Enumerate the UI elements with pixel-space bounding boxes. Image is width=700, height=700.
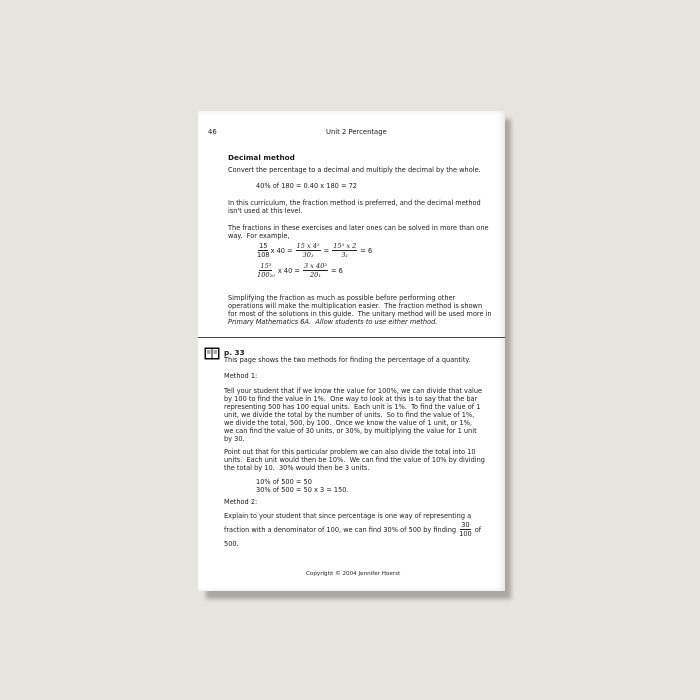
equation-2 [256,262,343,279]
document-page [198,111,505,591]
method-1-line-6: we can find the value of 30 units, or 30%, by multiplying the value for 1 unit [224,427,477,435]
method-1-line-5: we divide the total, 500, by 100. Once we know the value of 1 unit, or 1%, [224,419,472,427]
method-2-fraction [459,521,472,538]
copyright-footer: Copyright © 2004 Jennifer Hoerst [306,571,401,577]
eq1-f3-denominator: 3₁ [341,251,349,259]
calculation-1: 10% of 500 = 50 [256,478,312,486]
point-out-line-1: Point out that for this particular problem we can also divide the total into 10 [224,448,476,456]
eq2-result: = 6 [331,266,343,275]
method-1-line-4: unit, we divide the total by the number of units. So to find the value of 1%, [224,411,475,419]
eq2-fraction-1 [257,262,275,279]
method-2-line-3: 500. [224,540,239,548]
method-1-line-7: by 30. [224,435,245,443]
equation-1 [256,242,372,259]
method-1-line-3: representing 500 has 100 equal units. Each unit is 1%. To find the value of 1 [224,403,481,411]
fractions-intro-line-2: way. For example, [228,232,290,240]
decimal-method-intro: Convert the percentage to a decimal and multiply the decimal by the whole. [228,166,481,174]
method-2-label: Method 2: [224,498,258,506]
page-number: 46 [208,128,217,136]
method-1-line-2: by 100 to find the value in 1%. One way to look at this is to say that the bar [224,395,478,403]
eq2-f2-numerator: 3 x 40² [303,262,328,270]
decimal-example: 40% of 180 = 0.40 x 180 = 72 [256,182,357,190]
method-1-label: Method 1: [224,372,258,380]
decimal-method-heading: Decimal method [228,153,295,162]
eq2-fraction-2 [303,262,328,279]
method-2-fraction-numerator: 30 [461,521,470,529]
method-2-line-2 [224,521,481,538]
eq1-f1-numerator: 15 [259,242,268,250]
eq1-result: = 6 [360,246,373,255]
textbook-icon [204,347,220,360]
eq2-f2-denominator: 20₁ [309,271,321,279]
simplify-note-line-3: for most of the solutions in this guide. The unitary method will be used more in [228,310,492,318]
simplify-note-line-1: Simplifying the fraction as much as possible before performing other [228,294,456,302]
eq2-f1-denominator: 100₂₀ [257,271,275,279]
eq1-equals: = [286,246,293,255]
curriculum-note-line-1: In this curriculum, the fraction method is preferred, and the decimal method [228,199,481,207]
eq2-times: x 40 = [277,266,300,275]
eq2-f1-numerator: 15³ [260,262,272,270]
curriculum-note-line-2: isn't used at this level. [228,207,303,215]
eq1-f2-denominator: 30₃ [302,251,314,259]
simplify-note-line-2: operations will make the multiplication easier. The fraction method is shown [228,302,483,310]
section-intro: This page shows the two methods for finding the percentage of a quantity. [224,356,471,364]
eq1-fraction-1 [257,242,270,259]
method-1-line-1: Tell your student that if we know the value for 100%, we can divide that value [224,387,483,395]
method-2-line-2-text: fraction with a denominator of 100, we can find 30% of 500 by finding [224,525,457,534]
point-out-line-2: units. Each unit would then be 10%. We can find the value of 10% by dividing [224,456,485,464]
eq1-fraction-3 [332,242,357,259]
eq1-equals-2: = [323,246,330,255]
fractions-intro-line-1: The fractions in these exercises and later ones can be solved in more than one [228,224,489,232]
method-2-fraction-denominator: 100 [459,530,472,538]
point-out-line-3: the total by 10. 30% would then be 3 units. [224,464,370,472]
eq1-f1-denominator: 108 [257,251,270,259]
eq1-fraction-2 [296,242,321,259]
eq1-f2-numerator: 15 x 4² [296,242,320,250]
eq1-times: x 40 [270,246,285,255]
method-2-line-2-end: of [474,525,482,534]
calculation-2: 30% of 500 = 50 x 3 = 150. [256,486,349,494]
section-divider [198,337,505,338]
running-header: Unit 2 Percentage [326,128,387,136]
eq1-f3-numerator: 15⁵ x 2 [333,242,357,250]
simplify-note-line-4: Primary Mathematics 6A. Allow students to use either method. [228,318,438,326]
method-2-line-1: Explain to your student that since percentage is one way of representing a [224,512,472,520]
page-reference: p. 33 [224,348,245,357]
